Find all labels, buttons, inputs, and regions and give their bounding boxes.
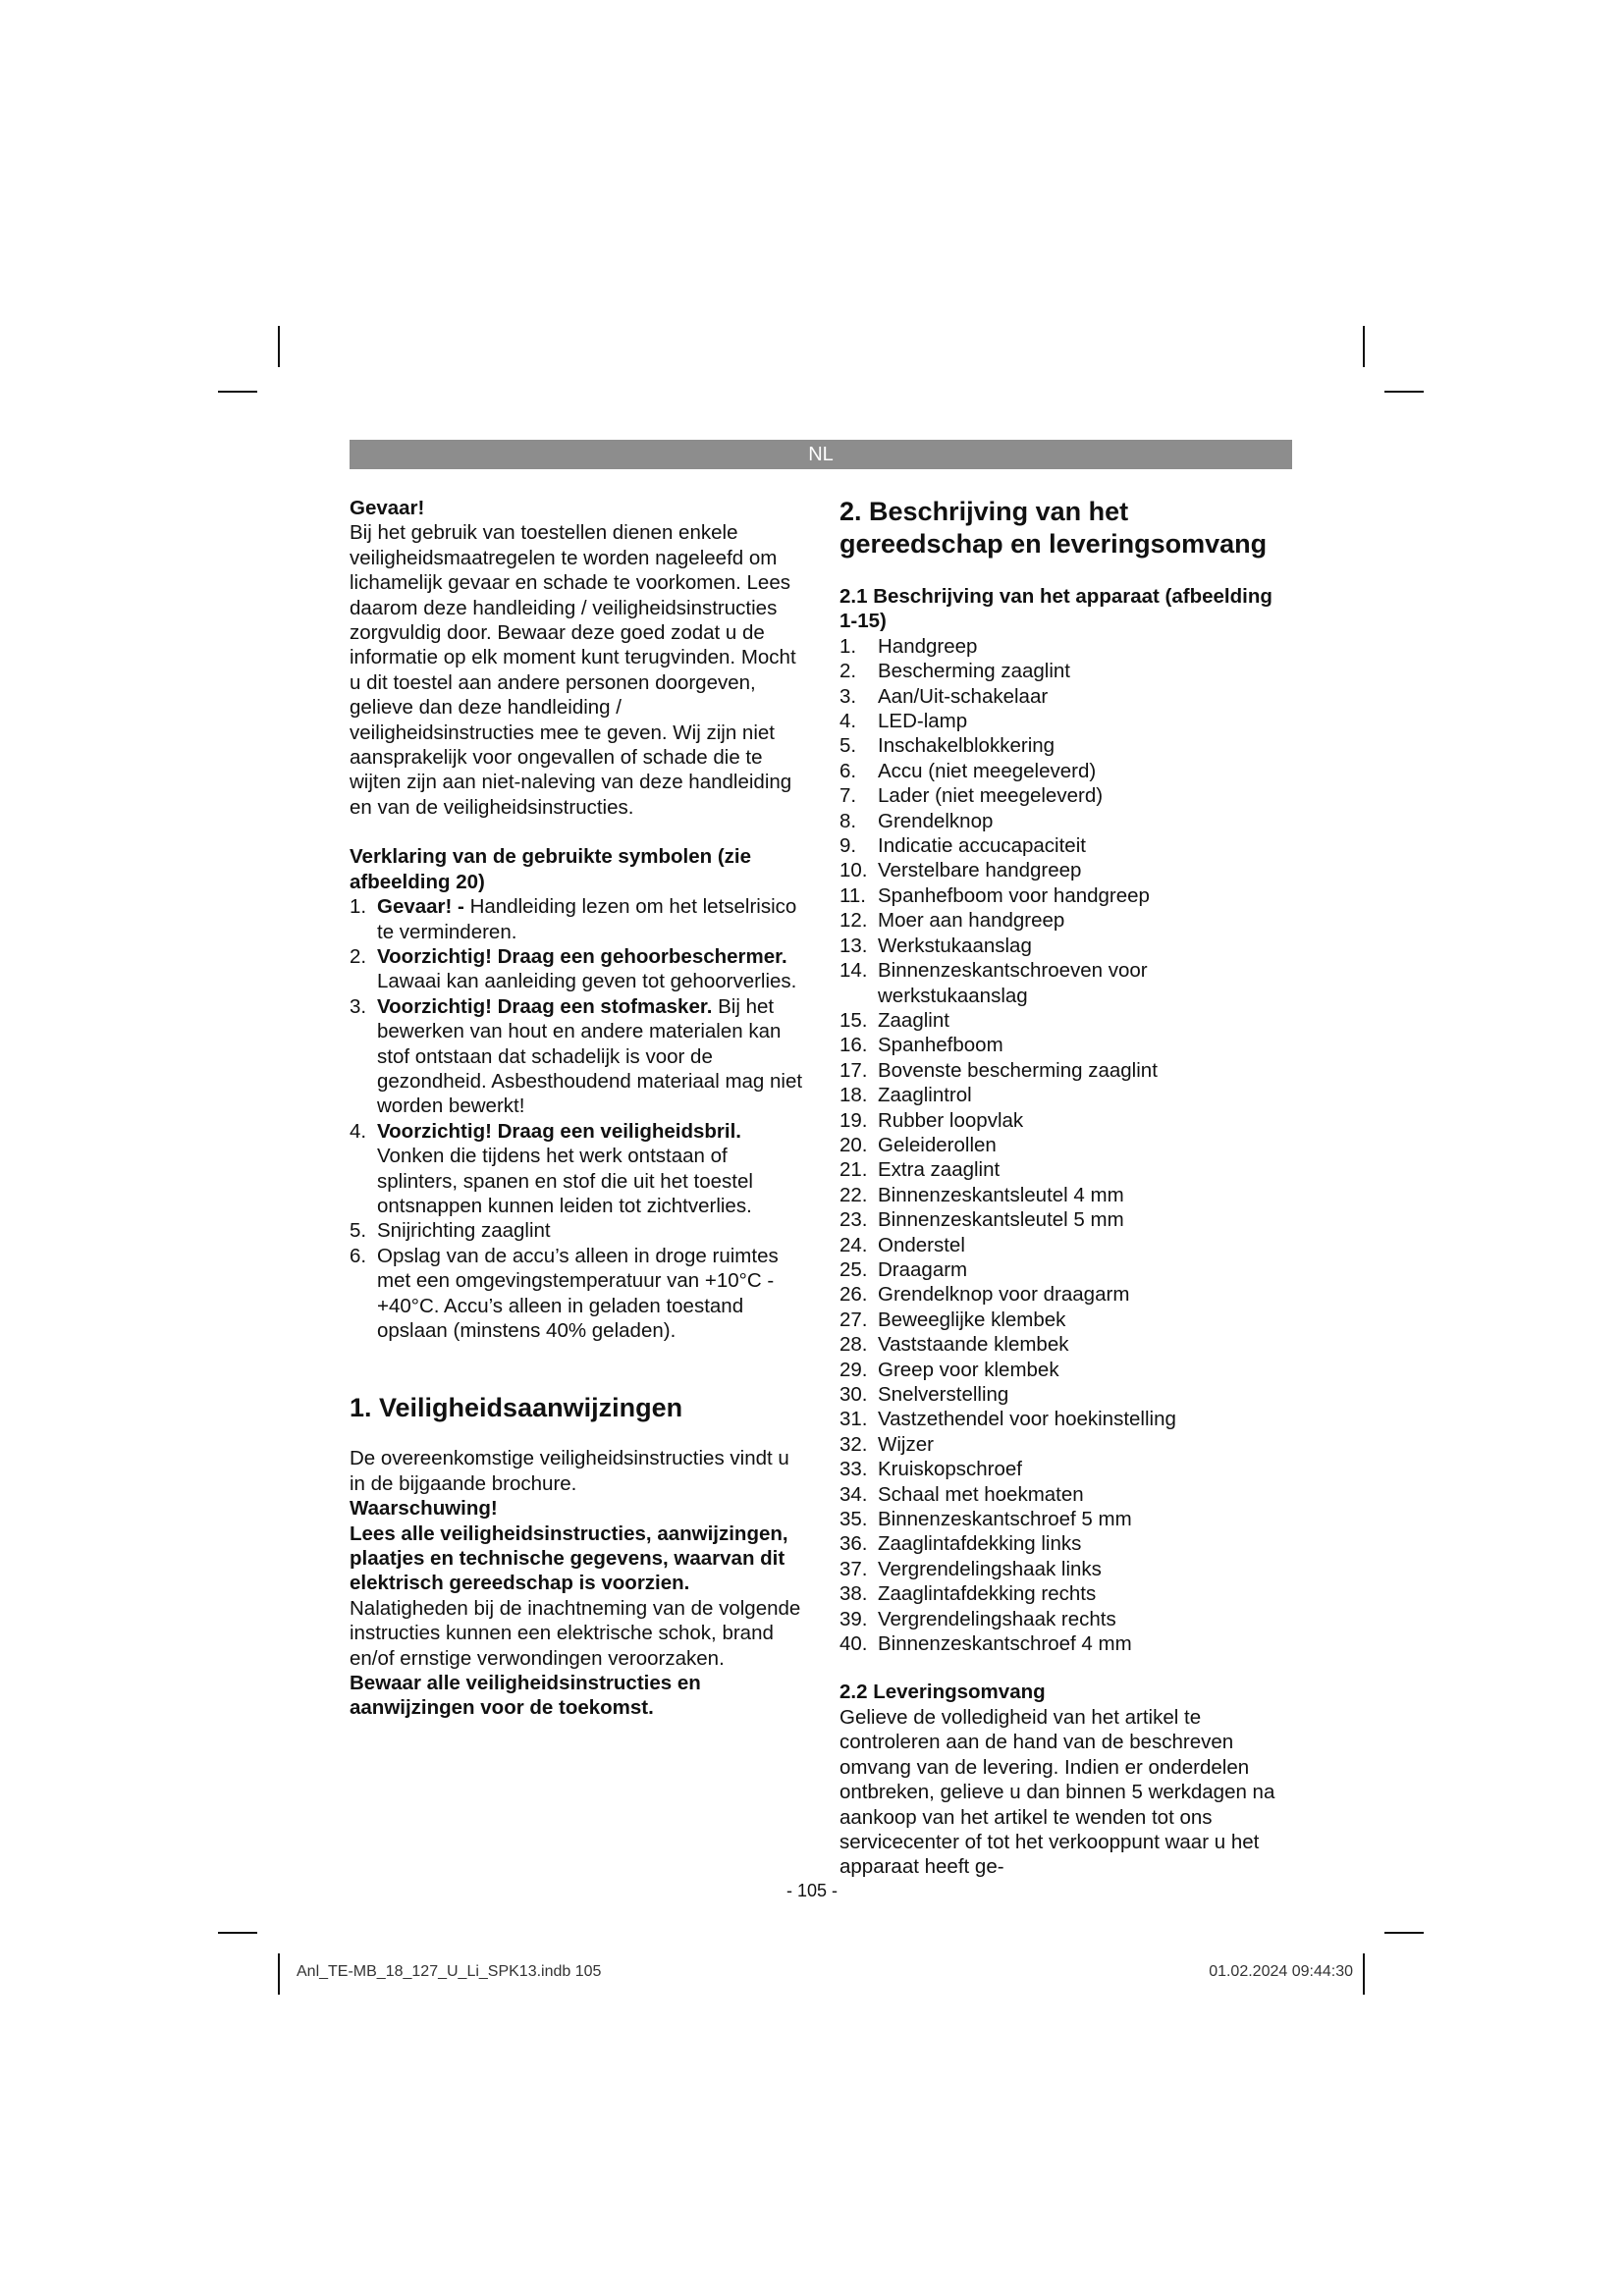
part-number: 8. — [839, 809, 857, 832]
part-label: Snelverstelling — [878, 1383, 1009, 1406]
part-item — [839, 1157, 1293, 1182]
section-1-heading: 1. Veiligheidsaanwijzingen — [350, 1393, 683, 1423]
part-number: 27. — [839, 1308, 868, 1331]
part-label: Binnenzeskantsleutel 5 mm — [878, 1208, 1124, 1232]
part-item — [839, 1282, 1293, 1307]
symbol-item — [350, 894, 806, 944]
part-label: Aan/Uit-schakelaar — [878, 684, 1049, 708]
part-number: 11. — [839, 883, 866, 907]
section-1-paragraph: De overeenkomstige veiligheidsinstructies vindt u in de bijgaande brochure. — [350, 1447, 789, 1495]
part-item — [839, 759, 1293, 783]
part-item — [839, 883, 1293, 908]
part-number: 7. — [839, 784, 857, 808]
part-label: Wijzer — [878, 1432, 934, 1456]
symbol-text: Opslag van de accu’s alleen in droge ruimtes met een omgevingstemperatuur van +10°C - +40°C. Accu’s alleen in geladen toestand opslaan (minstens 40% geladen). — [377, 1244, 779, 1342]
symbol-number: 3. — [350, 994, 367, 1018]
part-item — [839, 1083, 1293, 1107]
part-number: 5. — [839, 734, 857, 758]
part-item — [839, 809, 1293, 833]
part-number: 14. — [839, 959, 868, 983]
part-label: Extra zaaglint — [878, 1158, 1001, 1182]
part-item — [839, 1631, 1293, 1656]
section-2-heading: 2. Beschrijving van het gereedschap en leveringsomvang — [839, 497, 1268, 559]
part-item — [839, 733, 1293, 758]
part-item — [839, 783, 1293, 808]
part-label: Vergrendelingshaak rechts — [878, 1607, 1116, 1630]
section-2-2-paragraph: Gelieve de volledigheid van het artikel te controleren aan de hand van de beschreven omvang van de levering. Indien er onderdelen ontbreken, gelieve u dan binnen 5 werkdagen na aankoop van het artikel te wenden tot ons servicecenter of tot het verkooppunt waar u het apparaat heeft ge- — [839, 1705, 1275, 1879]
language-header-bar — [350, 440, 1292, 469]
part-number: 29. — [839, 1358, 868, 1381]
part-item — [839, 659, 1293, 683]
part-label: Accu (niet meegeleverd) — [878, 759, 1097, 782]
keep-instructions-text: Bewaar alle veiligheidsinstructies en aanwijzingen voor de toekomst. — [350, 1672, 701, 1720]
part-label: Grendelknop — [878, 809, 994, 832]
part-label: Binnenzeskantschroef 4 mm — [878, 1632, 1132, 1656]
part-label: Indicatie accucapaciteit — [878, 834, 1086, 858]
footer-file-name: Anl_TE-MB_18_127_U_Li_SPK13.indb 105 — [297, 1963, 602, 1980]
part-item — [839, 1133, 1293, 1157]
part-number: 6. — [839, 759, 857, 782]
part-label: Onderstel — [878, 1233, 965, 1256]
symbol-number: 2. — [350, 944, 367, 968]
part-number: 39. — [839, 1607, 868, 1630]
part-number: 4. — [839, 710, 857, 733]
part-label: Inschakelblokkering — [878, 734, 1056, 758]
part-item — [839, 1607, 1293, 1631]
part-number: 2. — [839, 660, 857, 683]
part-item — [839, 1108, 1293, 1133]
part-number: 20. — [839, 1133, 868, 1156]
danger-heading: Gevaar! — [350, 497, 425, 519]
crop-mark-bottom-right-h — [1384, 1932, 1424, 1934]
symbol-number: 4. — [350, 1119, 367, 1143]
part-label: Beweeglijke klembek — [878, 1308, 1066, 1331]
part-label: Moer aan handgreep — [878, 909, 1065, 933]
part-label: Rubber loopvlak — [878, 1108, 1024, 1132]
part-number: 15. — [839, 1008, 868, 1032]
part-number: 9. — [839, 834, 857, 858]
symbol-item — [350, 994, 806, 1119]
page-number: - 105 - — [785, 1881, 839, 1900]
part-number: 10. — [839, 859, 868, 882]
symbols-list — [350, 894, 806, 1343]
part-item — [839, 1482, 1293, 1507]
part-label: Bovenste bescherming zaaglint — [878, 1058, 1158, 1082]
crop-mark-top-right-v — [1363, 326, 1365, 367]
part-item — [839, 1531, 1293, 1556]
crop-mark-top-left-h — [218, 391, 257, 393]
part-number: 21. — [839, 1158, 868, 1182]
part-item — [839, 1457, 1293, 1481]
part-item — [839, 1033, 1293, 1057]
part-label: Lader (niet meegeleverd) — [878, 784, 1104, 808]
part-label: Binnenzeskantsleutel 4 mm — [878, 1183, 1124, 1206]
part-label: Vaststaande klembek — [878, 1333, 1069, 1357]
part-item — [839, 858, 1293, 882]
part-item — [839, 1207, 1293, 1232]
part-number: 36. — [839, 1532, 868, 1556]
part-item — [839, 1382, 1293, 1407]
footer-timestamp: 01.02.2024 09:44:30 — [1209, 1963, 1353, 1980]
part-item — [839, 1008, 1293, 1033]
part-item — [839, 1257, 1293, 1282]
part-number: 40. — [839, 1632, 868, 1656]
part-item — [839, 1407, 1293, 1431]
crop-mark-top-left-v — [278, 326, 280, 367]
part-label: Zaaglintafdekking links — [878, 1532, 1082, 1556]
symbol-item — [350, 1244, 806, 1344]
part-item — [839, 709, 1293, 733]
part-number: 22. — [839, 1183, 868, 1206]
section-2-2-heading: 2.2 Leveringsomvang — [839, 1681, 1046, 1704]
part-number: 19. — [839, 1108, 868, 1132]
part-label: Kruiskopschroef — [878, 1458, 1022, 1481]
part-number: 34. — [839, 1482, 868, 1506]
part-label: Grendelknop voor draagarm — [878, 1283, 1130, 1307]
part-label: Zaaglintafdekking rechts — [878, 1582, 1097, 1606]
part-label: Geleiderollen — [878, 1133, 997, 1156]
language-label: NL — [808, 444, 834, 465]
warning-bold-text: Lees alle veiligheidsinstructies, aanwijzingen, plaatjes en technische gegevens, waarvan dit elektrisch gereedschap is voorzien. — [350, 1522, 788, 1595]
part-label: Binnenzeskantschroef 5 mm — [878, 1508, 1132, 1531]
part-number: 38. — [839, 1582, 868, 1606]
part-item — [839, 1233, 1293, 1257]
part-item — [839, 1308, 1293, 1332]
part-number: 26. — [839, 1283, 868, 1307]
symbol-item — [350, 944, 806, 994]
symbol-number: 6. — [350, 1244, 367, 1267]
symbols-heading: Verklaring van de gebruikte symbolen (zie afbeelding 20) — [350, 845, 751, 893]
part-number: 28. — [839, 1333, 868, 1357]
crop-mark-bottom-left-v — [278, 1953, 280, 1995]
part-item — [839, 833, 1293, 858]
left-column — [350, 496, 806, 1721]
symbol-text: Vonken die tijdens het werk ontstaan of splinters, spanen en stof die uit het toestel ontsnappen kunnen leiden tot zichtverlies. — [377, 1145, 753, 1217]
part-label: Handgreep — [878, 634, 978, 658]
part-label: Werkstukaanslag — [878, 934, 1032, 957]
symbol-bold-text: Gevaar! - — [377, 895, 464, 919]
part-number: 17. — [839, 1058, 868, 1082]
part-label: Zaaglintrol — [878, 1084, 972, 1107]
crop-mark-bottom-left-h — [218, 1932, 257, 1934]
part-number: 31. — [839, 1408, 868, 1431]
section-2-1-heading: 2.1 Beschrijving van het apparaat (afbeelding 1-15) — [839, 585, 1272, 633]
part-item — [839, 934, 1293, 958]
symbol-text: Lawaai kan aanleiding geven tot gehoorverlies. — [377, 970, 797, 993]
part-number: 24. — [839, 1233, 868, 1256]
part-label: Greep voor klembek — [878, 1358, 1059, 1381]
warning-heading: Waarschuwing! — [350, 1497, 498, 1521]
part-number: 35. — [839, 1508, 868, 1531]
part-item — [839, 908, 1293, 933]
part-label: Bescherming zaaglint — [878, 660, 1070, 683]
part-item — [839, 1557, 1293, 1581]
danger-paragraph: Bij het gebruik van toestellen dienen enkele veiligheidsmaatregelen te worden nageleefd om lichamelijk gevaar en schade te voorkomen. Lees daarom deze handleiding / veiligheidsinstructies zorgvuldig door. Bewaar deze goed zodat u de informatie op elk moment kunt terugvinden. Mocht u dit toestel aan andere personen doorgeven, gelieve dan deze handleiding / veiligheidsinstructies mee te geven. Wij zijn niet aansprakelijk voor ongevallen of schade die te wijten zijn aan niet-naleving van deze handleiding en van de veiligheidsinstructies. — [350, 521, 796, 819]
part-number: 13. — [839, 934, 868, 957]
part-number: 33. — [839, 1458, 868, 1481]
part-number: 37. — [839, 1557, 868, 1580]
part-number: 23. — [839, 1208, 868, 1232]
symbol-text: Bij het bewerken van hout en andere materialen kan stof ontstaan dat schadelijk is voor de gezondheid. Asbesthoudend materiaal mag niet worden bewerkt! — [377, 994, 803, 1118]
part-number: 3. — [839, 684, 857, 708]
part-label: Spanhefboom — [878, 1034, 1003, 1057]
part-number: 32. — [839, 1432, 868, 1456]
part-number: 1. — [839, 634, 857, 658]
part-item — [839, 958, 1293, 1008]
warning-paragraph: Nalatigheden bij de inachtneming van de volgende instructies kunnen een elektrische schok, brand en/of ernstige verwondingen veroorzaken. — [350, 1596, 801, 1670]
symbol-item — [350, 1119, 806, 1219]
crop-mark-bottom-right-v — [1363, 1953, 1365, 1995]
part-number: 12. — [839, 909, 868, 933]
part-item — [839, 1332, 1293, 1357]
symbol-text: Handleiding lezen om het letselrisico te verminderen. — [377, 895, 797, 943]
part-label: Vergrendelingshaak links — [878, 1557, 1102, 1580]
symbol-bold-text: Voorzichtig! Draag een gehoorbeschermer. — [377, 944, 787, 968]
part-item — [839, 1507, 1293, 1531]
symbol-item — [350, 1218, 806, 1243]
symbol-bold-text: Voorzichtig! Draag een stofmasker. — [377, 994, 713, 1018]
part-label: Draagarm — [878, 1257, 968, 1281]
part-label: Binnenzeskantschroeven voor werkstukaanslag — [878, 959, 1148, 1007]
part-item — [839, 684, 1293, 709]
parts-list — [839, 634, 1293, 1657]
part-label: Zaaglint — [878, 1008, 949, 1032]
symbol-number: 5. — [350, 1219, 367, 1243]
part-label: Spanhefboom voor handgreep — [878, 883, 1150, 907]
part-number: 18. — [839, 1084, 868, 1107]
part-item — [839, 1058, 1293, 1083]
part-label: Schaal met hoekmaten — [878, 1482, 1084, 1506]
part-label: Verstelbare handgreep — [878, 859, 1082, 882]
crop-mark-top-right-h — [1384, 391, 1424, 393]
part-label: Vastzethendel voor hoekinstelling — [878, 1408, 1176, 1431]
part-item — [839, 634, 1293, 659]
symbol-number: 1. — [350, 895, 367, 919]
part-item — [839, 1581, 1293, 1606]
symbol-bold-text: Voorzichtig! Draag een veiligheidsbril. — [377, 1119, 741, 1143]
right-column — [839, 496, 1293, 1880]
part-number: 30. — [839, 1383, 868, 1406]
part-label: LED-lamp — [878, 710, 968, 733]
part-number: 25. — [839, 1257, 868, 1281]
part-number: 16. — [839, 1034, 868, 1057]
symbol-text: Snijrichting zaaglint — [377, 1219, 551, 1243]
part-item — [839, 1358, 1293, 1382]
part-item — [839, 1183, 1293, 1207]
part-item — [839, 1432, 1293, 1457]
